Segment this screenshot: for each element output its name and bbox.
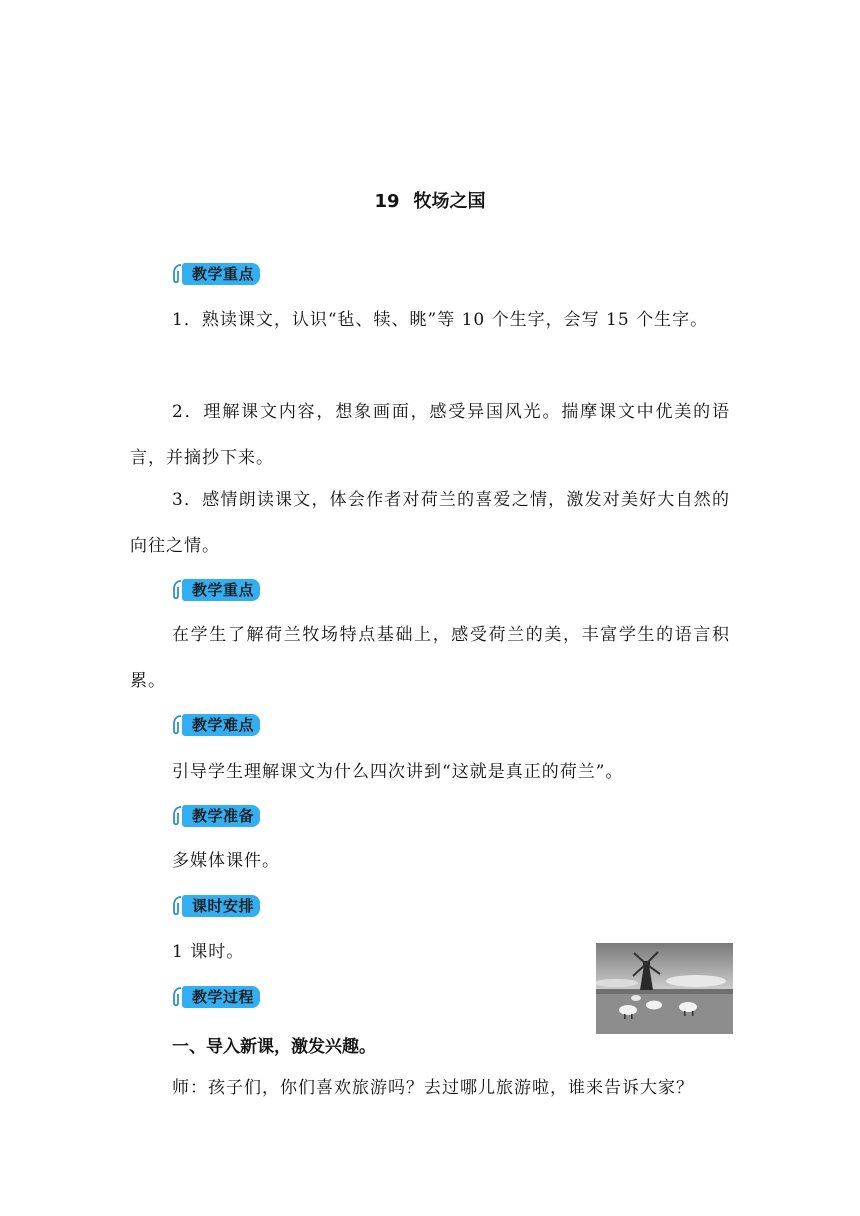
section-label-difficulty: 教学难点: [182, 714, 260, 736]
section-label-key: 教学重点: [182, 579, 260, 601]
process-step-heading: 一、导入新课，激发兴趣。: [172, 1037, 376, 1057]
paperclip-icon: [170, 578, 186, 602]
paperclip-icon: [170, 262, 186, 286]
schedule-text: 1 课时。: [172, 942, 245, 962]
page-title: [0, 187, 860, 213]
section-badge-schedule: [170, 894, 260, 918]
goal-item-2: 2．理解课文内容，想象画面，感受异国风光。揣摩课文中优美的语言，并摘抄下来。: [130, 402, 730, 468]
goal-item-1: 1．熟读课文，认识“毡、犊、眺”等 10 个生字，会写 15 个生字。: [172, 310, 709, 330]
section-badge-goals: [170, 262, 260, 286]
section-badge-process: [170, 985, 260, 1009]
key-point-text: 在学生了解荷兰牧场特点基础上，感受荷兰的美，丰富学生的语言积累。: [130, 625, 730, 691]
section-badge-difficulty: [170, 713, 260, 737]
section-label-schedule: 课时安排: [182, 895, 260, 917]
paperclip-icon: [170, 985, 186, 1009]
paperclip-icon: [170, 804, 186, 828]
section-label-goals: 教学重点: [182, 263, 260, 285]
section-badge-key: [170, 578, 260, 602]
section-label-prep: 教学准备: [182, 805, 260, 827]
process-text: 师：孩子们，你们喜欢旅游吗？去过哪儿旅游啦，谁来告诉大家？: [172, 1078, 694, 1098]
lesson-number: 19: [374, 191, 400, 212]
goal-item-3: 3．感情朗读课文，体会作者对荷兰的喜爱之情，激发对美好大自然的向往之情。: [130, 490, 730, 556]
difficulty-text: 引导学生理解课文为什么四次讲到“这就是真正的荷兰”。: [172, 762, 624, 782]
windmill-sheep-photo: [596, 943, 733, 1034]
paperclip-icon: [170, 713, 186, 737]
prep-text: 多媒体课件。: [172, 851, 280, 871]
paperclip-icon: [170, 894, 186, 918]
lesson-title: 牧场之国: [413, 191, 486, 212]
section-badge-prep: [170, 804, 260, 828]
section-label-process: 教学过程: [182, 986, 260, 1008]
